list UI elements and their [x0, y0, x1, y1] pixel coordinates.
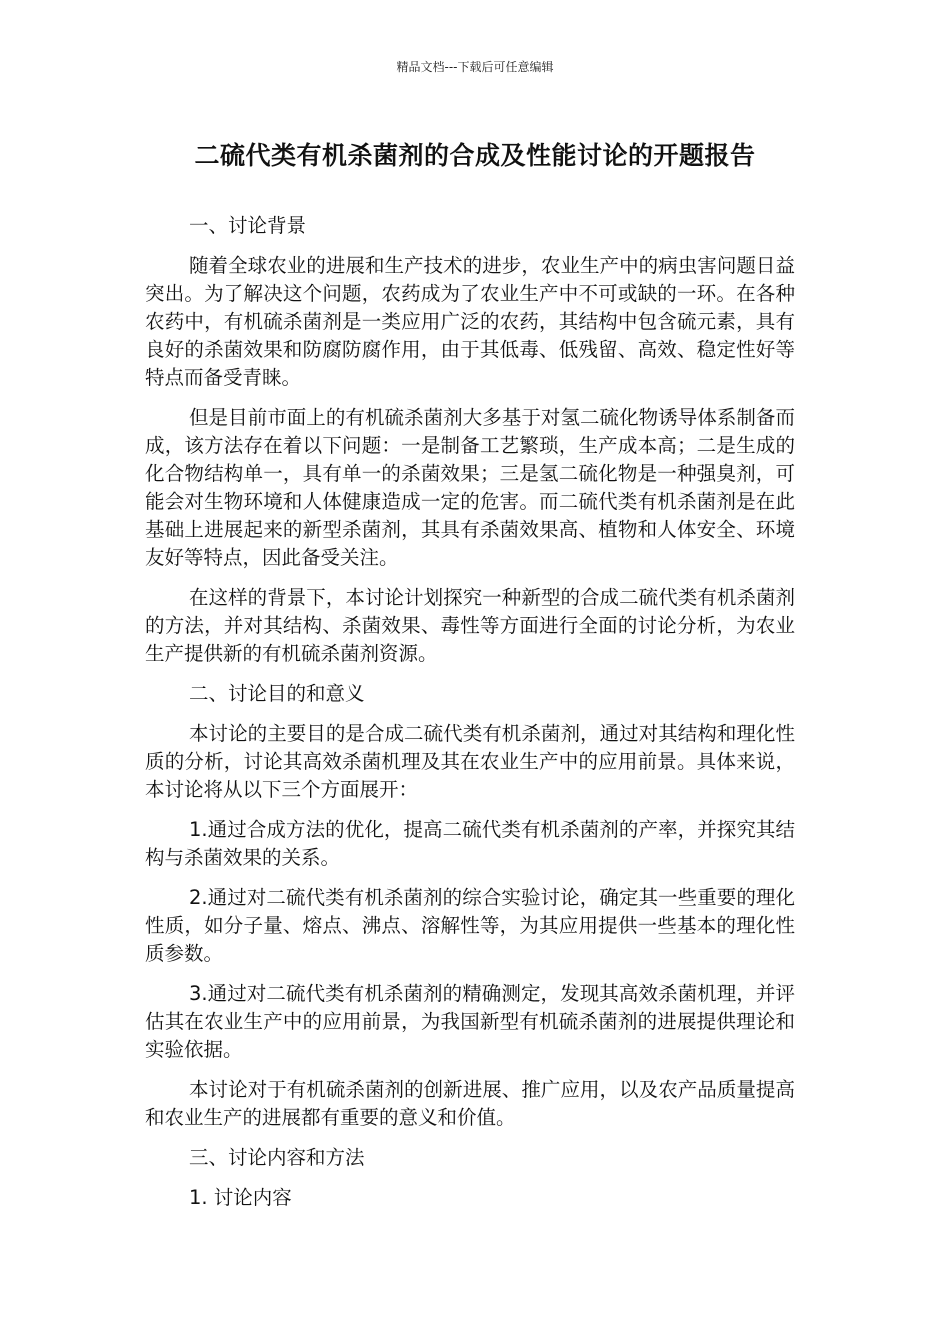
header-note: 精品文档---下载后可任意编辑 — [396, 60, 554, 74]
section-heading-background: 一、讨论背景 — [189, 214, 307, 237]
paragraph-purpose-intro: 本讨论的主要目的是合成二硫代类有机杀菌剂，通过对其结构和理化性质的分析，讨论其高效杀菌机理及其在农业生产中的应用前景。具体来说，本讨论将从以下三个方面展开： — [145, 722, 795, 801]
document-body — [145, 212, 795, 1224]
list-item-purpose-3: 3.通过对二硫代类有机杀菌剂的精确测定，发现其高效杀菌机理，并评估其在农业生产中的应用前景，为我国新型有机硫杀菌剂的进展提供理论和实验依据。 — [145, 982, 795, 1061]
section-heading-purpose: 二、讨论目的和意义 — [189, 682, 365, 705]
page-title: 二硫代类有机杀菌剂的合成及性能讨论的开题报告 — [194, 141, 756, 170]
list-item-purpose-1: 1.通过合成方法的优化，提高二硫代类有机杀菌剂的产率，并探究其结构与杀菌效果的关系。 — [145, 818, 795, 869]
paragraph-purpose-significance: 本讨论对于有机硫杀菌剂的创新进展、推广应用，以及农产品质量提高和农业生产的进展都有重要的意义和价值。 — [145, 1078, 795, 1129]
paragraph-background-3: 在这样的背景下，本讨论计划探究一种新型的合成二硫代类有机杀菌剂的方法，并对其结构、杀菌效果、毒性等方面进行全面的讨论分析，为农业生产提供新的有机硫杀菌剂资源。 — [145, 586, 795, 665]
section-heading-content-method: 三、讨论内容和方法 — [189, 1146, 365, 1169]
paragraph-background-1: 随着全球农业的进展和生产技术的进步，农业生产中的病虫害问题日益突出。为了解决这个问题，农药成为了农业生产中不可或缺的一环。在各种农药中，有机硫杀菌剂是一类应用广泛的农药，其结构中包含硫元素，具有良好的杀菌效果和防腐防腐作用，由于其低毒、低残留、高效、稳定性好等特点而备受青睐。 — [145, 254, 795, 389]
list-item-purpose-2: 2.通过对二硫代类有机杀菌剂的综合实验讨论，确定其一些重要的理化性质，如分子量、熔点、沸点、溶解性等，为其应用提供一些基本的理化性质参数。 — [145, 886, 795, 965]
paragraph-background-2: 但是目前市面上的有机硫杀菌剂大多基于对氢二硫化物诱导体系制备而成，该方法存在着以下问题：一是制备工艺繁琐，生产成本高；二是生成的化合物结构单一，具有单一的杀菌效果；三是氢二硫化物是一种强臭剂，可能会对生物环境和人体健康造成一定的危害。而二硫代类有机杀菌剂是在此基础上进展起来的新型杀菌剂，其具有杀菌效果高、植物和人体安全、环境友好等特点，因此备受关注。 — [145, 406, 795, 569]
subsection-heading-content: 1. 讨论内容 — [189, 1186, 292, 1209]
